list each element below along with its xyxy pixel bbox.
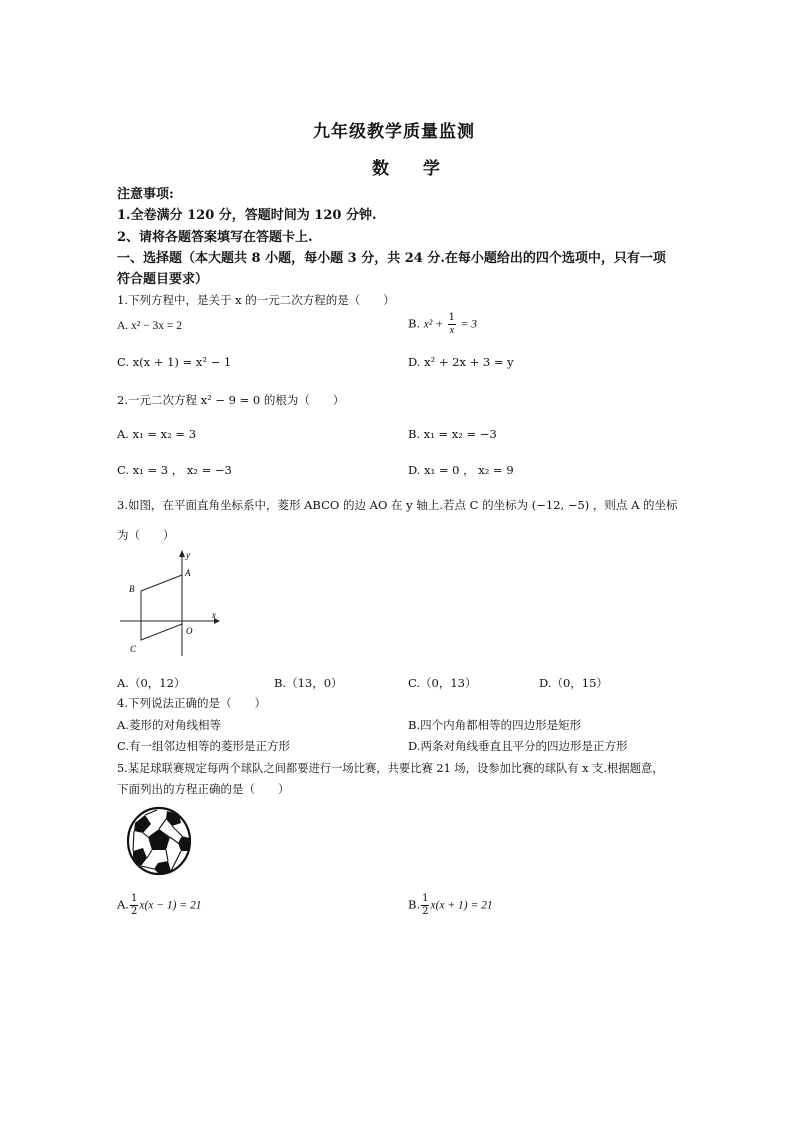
question-4-option-a: A.菱形的对角线相等 — [117, 718, 221, 732]
question-2-option-b: B. x₁ = x₂ = −3 — [408, 427, 497, 441]
option-b-numerator: 1 — [448, 312, 455, 323]
section-heading-line2: 符合题目要求） — [117, 272, 209, 287]
option-b-numerator: 1 — [422, 893, 429, 904]
question-3-stem-line1: 3.如图，在平面直角坐标系中，菱形 ABCO 的边 AO 在 y 轴上.若点 C 的坐标为 (−12, −5) ，则点 A 的坐标 — [117, 498, 678, 512]
label-x: x — [212, 610, 216, 620]
label-b: B — [129, 584, 135, 594]
question-1-stem: 1.下列方程中，是关于 x 的一元二次方程的是（ ） — [117, 293, 395, 307]
question-1-option-a: A. x² − 3x = 2 — [117, 320, 182, 332]
question-5-stem-line1: 5.某足球联赛规定每两个球队之间都要进行一场比赛，共要比赛 21 场，设参加比赛的球队有 x 支.根据题意， — [117, 762, 664, 775]
question-3-option-a: A.（0，12） — [117, 676, 186, 690]
option-b-fraction — [421, 894, 429, 917]
question-1-option-d: D. x² + 2x + 3 = y — [408, 355, 514, 369]
option-b-denominator: 2 — [422, 906, 429, 917]
option-a-denominator: 2 — [130, 906, 138, 917]
question-4-option-c: C.有一组邻边相等的菱形是正方形 — [117, 739, 291, 753]
question-3-option-b: B.（13，0） — [274, 676, 343, 690]
notes-heading: 注意事项: — [117, 187, 174, 202]
rhombus-figure — [118, 548, 222, 660]
question-2-option-a: A. x₁ = x₂ = 3 — [117, 427, 197, 441]
page-title: 九年级教学质量监测 — [313, 122, 475, 142]
option-a-expr: x(x − 1) = 21 — [139, 899, 202, 912]
question-5-stem-line2: 下面列出的方程正确的是（ ） — [117, 782, 290, 796]
option-b-denominator: x — [449, 325, 455, 336]
label-o: O — [186, 626, 193, 636]
label-a: A — [185, 568, 191, 578]
option-b-prefix: B. — [408, 897, 421, 912]
option-a-fraction — [130, 894, 138, 917]
option-a-numerator: 1 — [130, 893, 138, 904]
option-b-fraction — [448, 313, 456, 336]
option-b-expr: x(x + 1) = 21 — [430, 899, 493, 912]
label-y: y — [186, 550, 190, 560]
question-2-stem: 2.一元二次方程 x² − 9 = 0 的根为（ ） — [117, 393, 345, 407]
notes-item-1: 1.全卷满分 120 分，答题时间为 120 分钟. — [117, 208, 377, 223]
question-1-option-b — [408, 313, 477, 336]
question-3-stem-line2: 为（ ） — [117, 528, 175, 542]
question-2-option-c: C. x₁ = 3 ， x₂ = −3 — [117, 463, 232, 477]
question-3-option-c: C.（0，13） — [408, 676, 477, 690]
question-3-option-d: D.（0，15） — [539, 676, 608, 690]
soccer-ball-icon — [125, 805, 193, 877]
question-2-option-d: D. x₁ = 0 ， x₂ = 9 — [408, 463, 514, 477]
option-b-expr-left: x² + — [423, 318, 443, 331]
question-1-option-c: C. x(x + 1) = x² − 1 — [117, 355, 232, 369]
question-4-option-b: B.四个内角都相等的四边形是矩形 — [408, 718, 582, 732]
y-axis-arrow — [179, 550, 185, 557]
question-4-option-d: D.两条对角线垂直且平分的四边形是正方形 — [408, 739, 628, 753]
notes-item-2: 2、请将各题答案填写在答题卡上. — [117, 230, 313, 245]
option-b-prefix: B. — [408, 316, 421, 331]
section-heading-line1: 一、选择题（本大题共 8 小题，每小题 3 分，共 24 分.在每小题给出的四个选项中，只有一项 — [117, 251, 666, 266]
option-a-prefix: A. — [117, 897, 129, 912]
subject-title: 数 学 — [372, 159, 454, 179]
question-4-stem: 4.下列说法正确的是（ ） — [117, 696, 266, 710]
rhombus-abco — [141, 575, 182, 640]
question-5-option-a — [117, 894, 201, 917]
question-5-option-b — [408, 894, 493, 917]
label-c: C — [130, 644, 137, 654]
option-b-expr-right: = 3 — [460, 318, 478, 331]
